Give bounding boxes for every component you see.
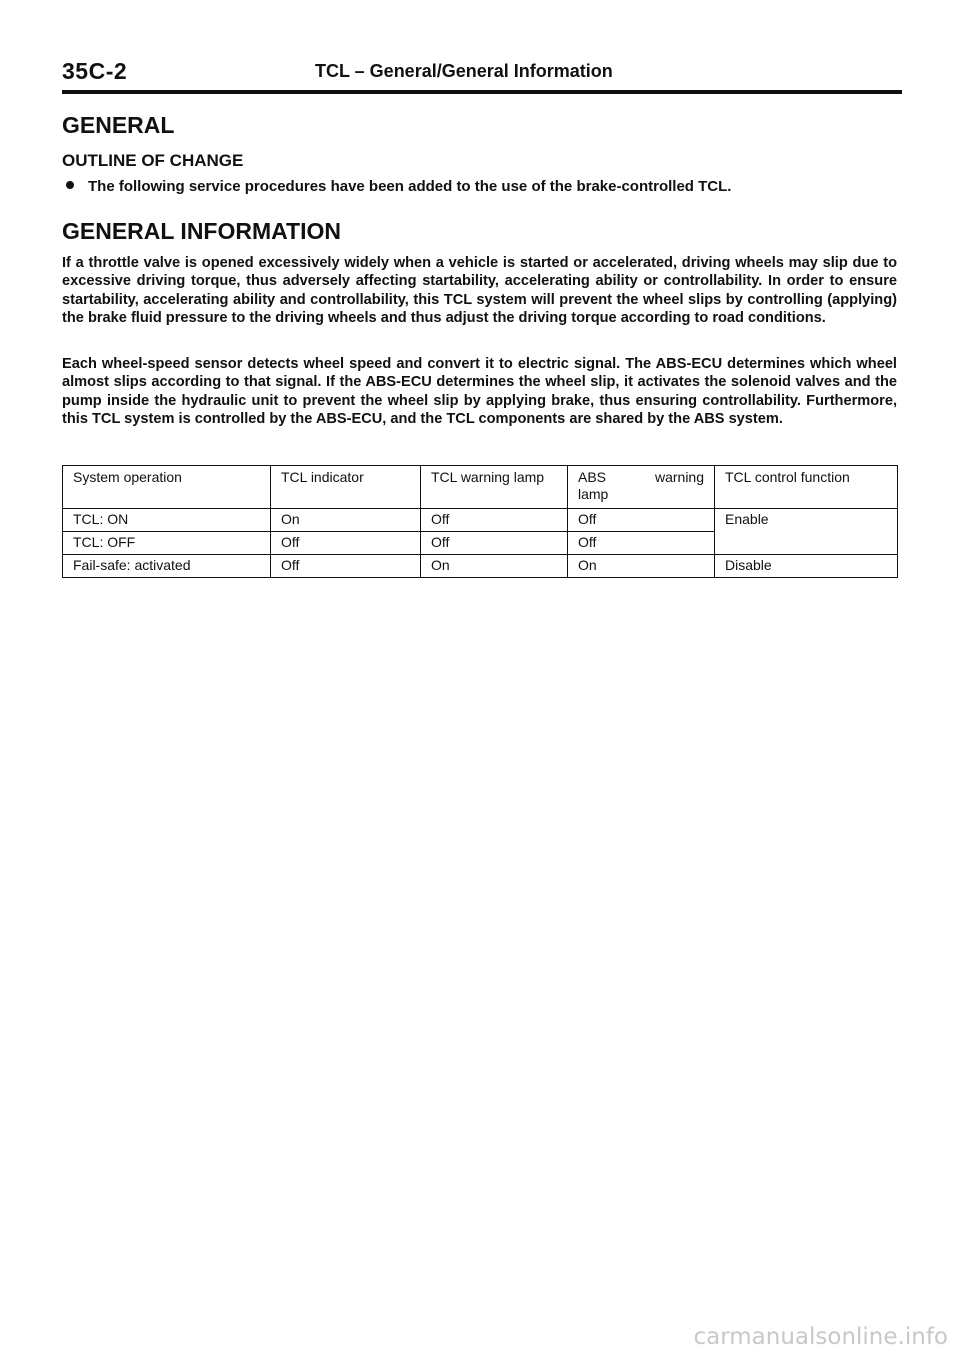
header-system-operation: System operation: [63, 466, 271, 509]
cell-tcl-indicator: Off: [271, 555, 421, 578]
cell-abs-warning-lamp: Off: [568, 532, 715, 555]
header-abs-warning-lamp: [568, 466, 715, 509]
cell-tcl-control-function: Disable: [715, 555, 898, 578]
table-header-row: [63, 466, 898, 509]
bullet-icon: [66, 181, 74, 189]
cell-abs-warning-lamp: On: [568, 555, 715, 578]
cell-system-operation: TCL: OFF: [63, 532, 271, 555]
header-tcl-control-function: TCL control function: [715, 466, 898, 509]
watermark: carmanualsonline.info: [693, 1324, 948, 1350]
cell-tcl-warning-lamp: Off: [421, 509, 568, 532]
cell-tcl-indicator: Off: [271, 532, 421, 555]
heading-general: GENERAL: [62, 112, 175, 138]
cell-system-operation: Fail-safe: activated: [63, 555, 271, 578]
cell-system-operation: TCL: ON: [63, 509, 271, 532]
heading-outline-of-change: OUTLINE OF CHANGE: [62, 151, 244, 170]
page-number: 35C-2: [62, 58, 128, 84]
cell-tcl-warning-lamp: Off: [421, 532, 568, 555]
header-lamp-word: lamp: [578, 486, 609, 502]
cell-tcl-indicator: On: [271, 509, 421, 532]
heading-general-information: GENERAL INFORMATION: [62, 218, 341, 244]
table-row: [63, 509, 898, 532]
table-row: [63, 555, 898, 578]
header-rule: [62, 90, 902, 94]
cell-tcl-control-function: Enable: [715, 509, 898, 555]
bullet-text: The following service procedures have been added to the use of the brake-controlled TCL.: [88, 178, 732, 195]
paragraph-1: If a throttle valve is opened excessively widely when a vehicle is started or accelerated, driving wheels may slip due to excessive driving torque, thus adversely affecting startability, accelerating ability or controllability. In order to ensure startability, accelerating ability and controllability, this TCL system will prevent the wheel slips by controlling (applying) the brake fluid pressure to the driving wheels and thus adjust the driving torque according to road conditions.: [62, 255, 897, 327]
header-title: TCL – General/General Information: [315, 61, 613, 81]
bullet-item: [66, 178, 896, 195]
cell-abs-warning-lamp: Off: [568, 509, 715, 532]
header-abs-word: ABS: [578, 469, 607, 485]
header-tcl-indicator: TCL indicator: [271, 466, 421, 509]
cell-tcl-warning-lamp: On: [421, 555, 568, 578]
page-header: [62, 58, 902, 96]
paragraph-2: Each wheel-speed sensor detects wheel speed and convert it to electric signal. The ABS-ECU determines which wheel almost slips according to that signal. If the ABS-ECU determines the wheel slip, it activates the solenoid valves and the pump inside the hydraulic unit to prevent the wheel slip by applying brake, thus ensuring controllability. Furthermore, this TCL system is controlled by the ABS-ECU, and the TCL components are shared by the ABS system.: [62, 356, 897, 428]
status-table: [62, 465, 898, 578]
header-tcl-warning-lamp: TCL warning lamp: [421, 466, 568, 509]
header-warning-word: warning: [654, 469, 704, 485]
